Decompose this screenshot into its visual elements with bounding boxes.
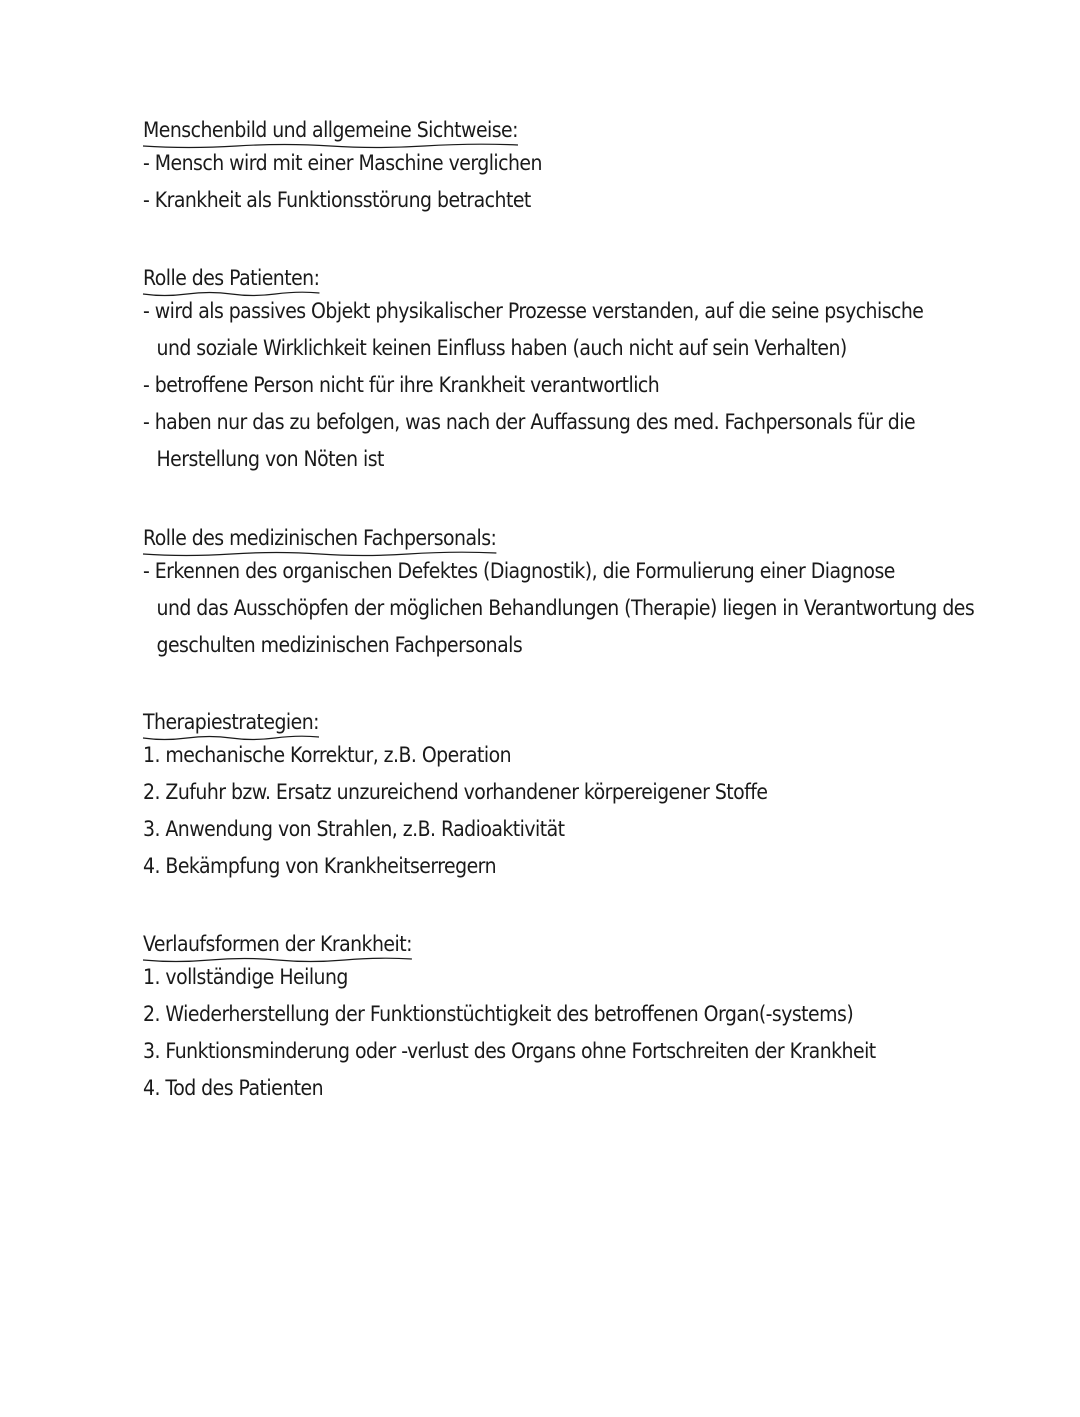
text-line: - haben nur das zu befolgen, was nach der Auffassung des med. Fachpersonals für die — [143, 410, 916, 434]
list-item: 1. vollständige Heilung — [143, 965, 348, 989]
list-item: 3. Funktionsminderung oder -verlust des Organs ohne Fortschreiten der Krankheit — [143, 1039, 876, 1063]
list-item: 2. Zufuhr bzw. Ersatz unzureichend vorhandener körpereigener Stoffe — [143, 780, 768, 804]
text-line: - wird als passives Objekt physikalischer Prozesse verstanden, auf die seine psychische — [143, 299, 924, 323]
section-menschenbild — [143, 115, 943, 219]
list-item: 1. mechanische Korrektur, z.B. Operation — [143, 743, 512, 767]
text-line: - betroffene Person nicht für ihre Krankheit verantwortlich — [143, 373, 660, 397]
section-heading — [143, 707, 319, 737]
text-line: - Krankheit als Funktionsstörung betrachtet — [143, 188, 531, 212]
section-heading-text: Rolle des medizinischen Fachpersonals: — [143, 526, 497, 550]
text-line: - Erkennen des organischen Defektes (Diagnostik), die Formulierung einer Diagnose — [143, 559, 895, 583]
section-verlaufsformen — [143, 929, 943, 1107]
list-item: 3. Anwendung von Strahlen, z.B. Radioaktivität — [143, 817, 565, 841]
section-rolle-patienten — [143, 263, 943, 478]
text-line: geschulten medizinischen Fachpersonals — [156, 633, 523, 657]
section-heading-text: Rolle des Patienten: — [143, 266, 320, 290]
section-heading — [143, 929, 412, 959]
section-heading — [143, 263, 319, 293]
text-line: Herstellung von Nöten ist — [156, 447, 384, 471]
section-heading-text: Verlaufsformen der Krankheit: — [143, 932, 412, 956]
section-heading — [143, 115, 518, 145]
section-heading-text: Therapiestrategien: — [143, 710, 319, 734]
text-line: und soziale Wirklichkeit keinen Einfluss haben (auch nicht auf sein Verhalten) — [156, 336, 847, 360]
list-item: 4. Tod des Patienten — [143, 1076, 324, 1100]
section-therapiestrategien — [143, 707, 943, 885]
text-line: - Mensch wird mit einer Maschine verglichen — [143, 151, 542, 175]
list-item: 4. Bekämpfung von Krankheitserregern — [143, 854, 497, 878]
text-line: und das Ausschöpfen der möglichen Behandlungen (Therapie) liegen in Verantwortung des — [156, 596, 975, 620]
section-heading — [143, 523, 496, 553]
list-item: 2. Wiederherstellung der Funktionstüchtigkeit des betroffenen Organ(-systems) — [143, 1002, 854, 1026]
section-heading-text: Menschenbild und allgemeine Sichtweise: — [143, 118, 518, 142]
section-rolle-fachpersonal — [143, 523, 975, 664]
